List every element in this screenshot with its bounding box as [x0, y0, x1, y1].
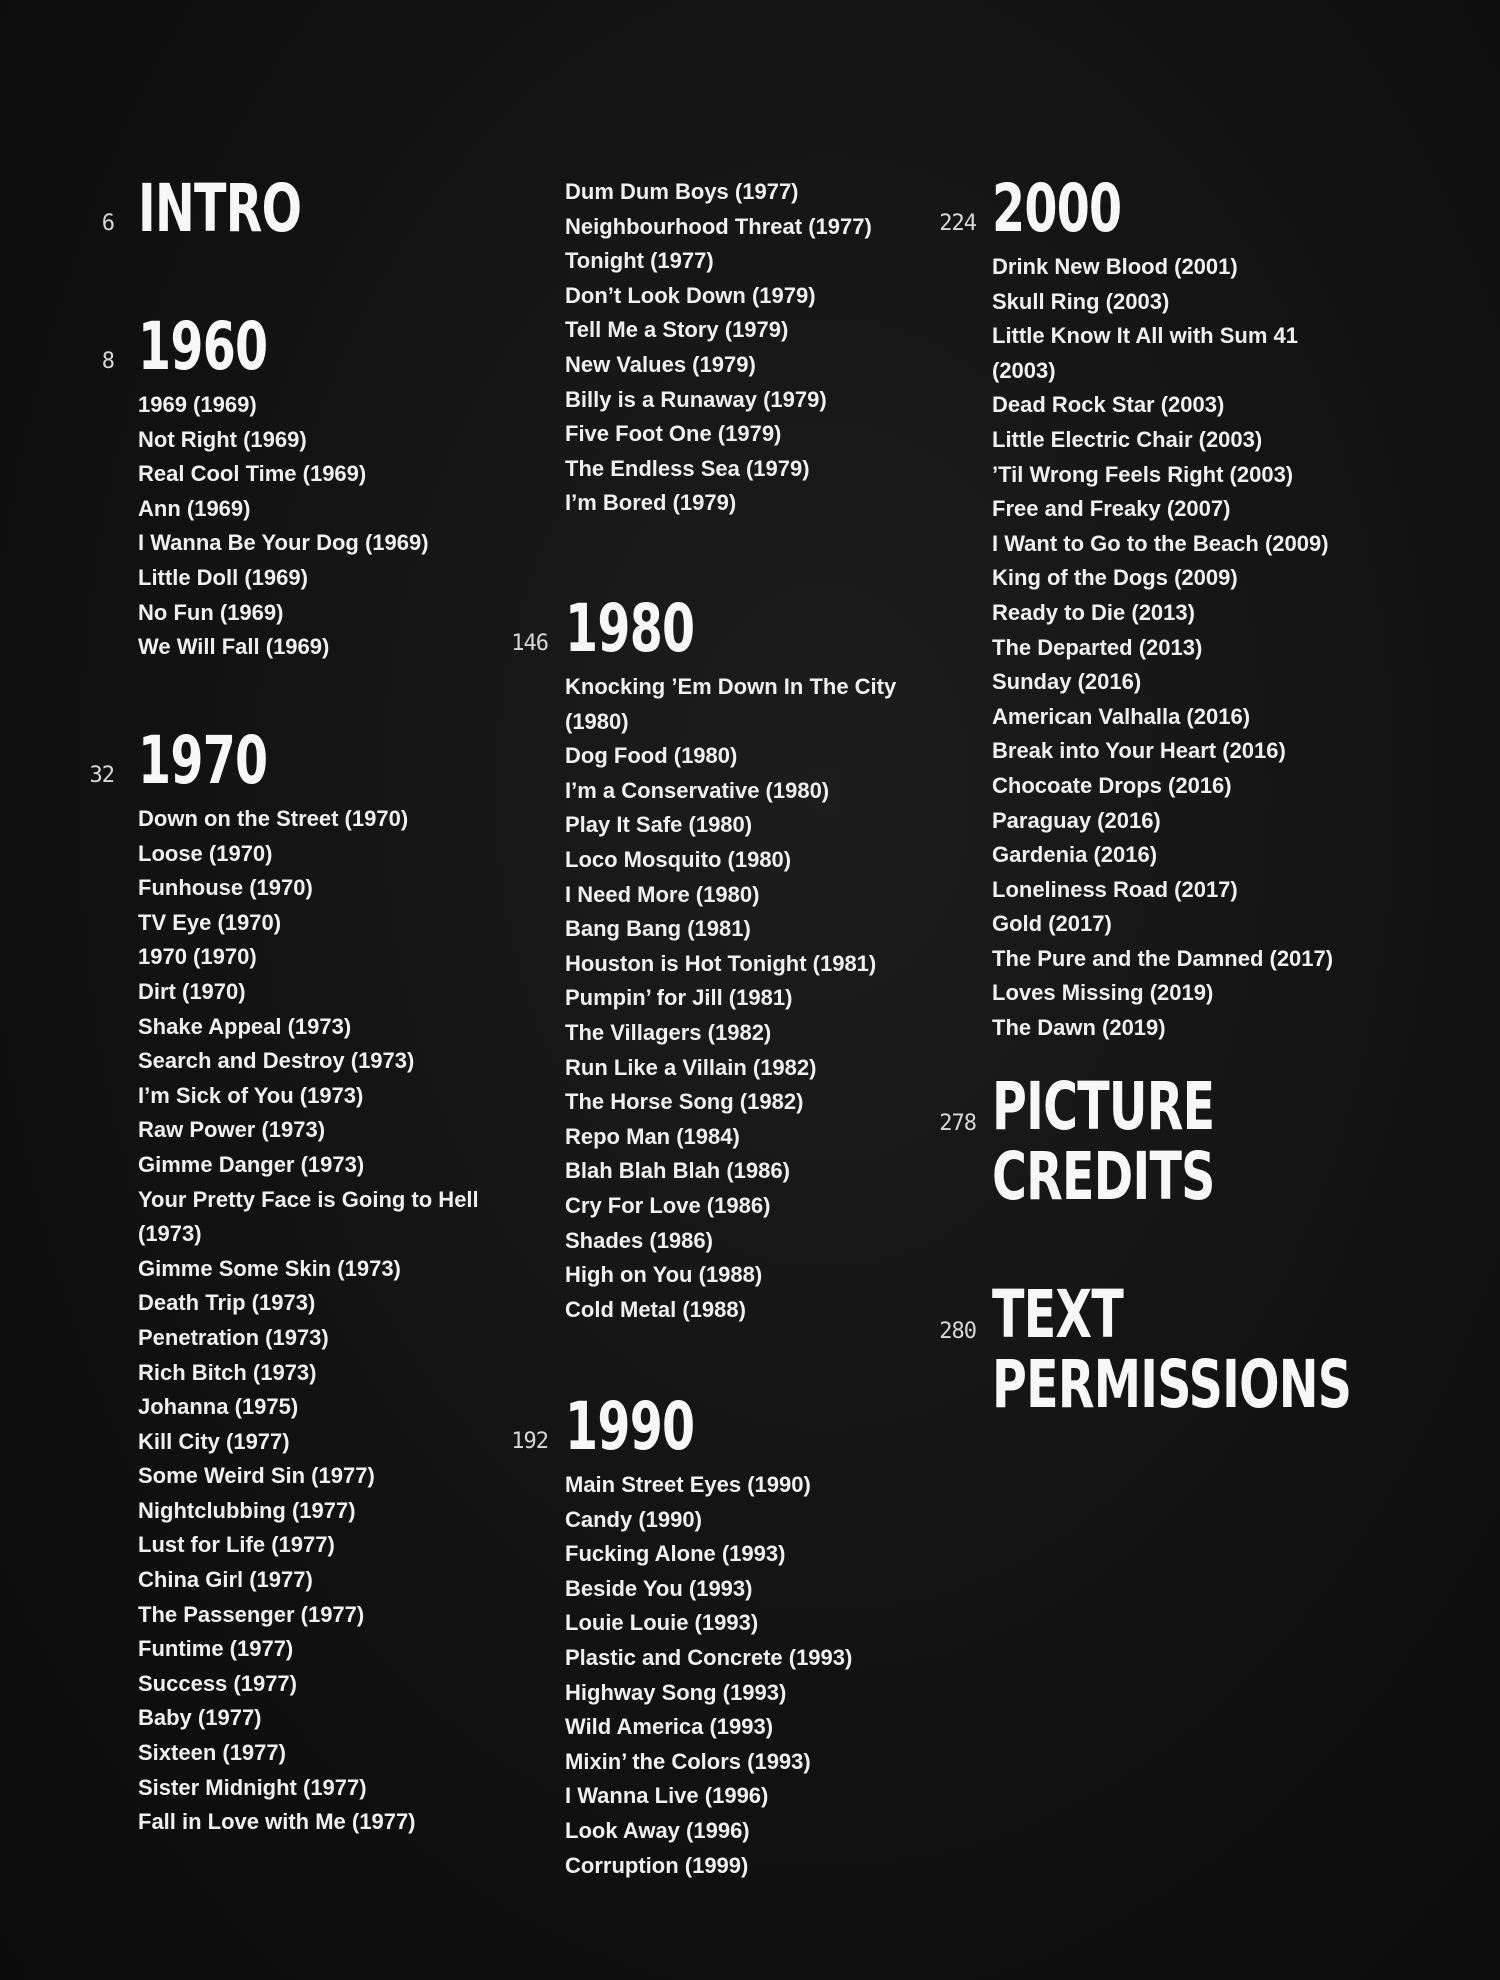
song-entry: The Dawn (2019) — [992, 1015, 1166, 1041]
song-entry: Blah Blah Blah (1986) — [565, 1158, 790, 1184]
song-entry: Don’t Look Down (1979) — [565, 282, 816, 308]
song-entry: Success (1977) — [138, 1670, 297, 1696]
song-list — [138, 802, 520, 1840]
song-entry: Search and Destroy (1973) — [138, 1048, 415, 1074]
song-entry: 1969 (1969) — [138, 392, 257, 417]
song-entry: I Need More (1980) — [565, 881, 760, 907]
song-entry: We Will Fall (1969) — [138, 634, 330, 660]
song-entry: Loco Mosquito (1980) — [565, 846, 792, 872]
song-entry: The Pure and the Damned (2017) — [992, 945, 1334, 971]
song-entry: The Departed (2013) — [992, 634, 1203, 660]
song-entry: Funtime (1977) — [138, 1636, 294, 1662]
song-entry: I’m Bored (1979) — [565, 490, 737, 516]
song-entry: Shake Appeal (1973) — [138, 1013, 352, 1039]
song-entry: Mixin’ the Colors (1993) — [565, 1748, 811, 1774]
song-entry: Wild America (1993) — [565, 1714, 774, 1740]
song-entry: Little Know It All with Sum 41 (2003) — [992, 323, 1298, 383]
song-entry: Loose (1970) — [138, 840, 273, 866]
song-entry: I’m Sick of You (1973) — [138, 1082, 364, 1108]
section-title: 2000 — [992, 170, 1122, 247]
song-entry: Sunday (2016) — [992, 669, 1142, 695]
song-entry: Gimme Danger (1973) — [138, 1151, 365, 1177]
song-entry: High on You (1988) — [565, 1262, 763, 1288]
page-number: 224 — [939, 211, 976, 236]
section-title: PICTURE CREDITS — [992, 1068, 1215, 1215]
song-entry: ’Til Wrong Feels Right (2003) — [992, 461, 1294, 487]
song-entry: Dog Food (1980) — [565, 743, 738, 769]
song-entry: Ready to Die (2013) — [992, 599, 1195, 625]
section-text-permissions — [920, 1276, 1480, 1423]
song-entry: Kill City (1977) — [138, 1428, 290, 1454]
song-entry: Penetration (1973) — [138, 1324, 329, 1350]
page-number: 192 — [511, 1429, 548, 1454]
song-entry: Your Pretty Face is Going to Hell (1973) — [138, 1186, 479, 1247]
song-entry: Run Like a Villain (1982) — [565, 1054, 817, 1080]
song-entry: Bang Bang (1981) — [565, 916, 751, 942]
song-entry: Cry For Love (1986) — [565, 1192, 771, 1218]
song-entry: The Endless Sea (1979) — [565, 455, 810, 481]
page-number: 146 — [511, 631, 548, 656]
section-title: 1960 — [138, 308, 268, 385]
song-entry: Highway Song (1993) — [565, 1679, 787, 1705]
song-entry: Not Right (1969) — [138, 426, 307, 452]
section-1980 — [500, 588, 950, 1327]
song-entry: Beside You (1993) — [565, 1575, 753, 1601]
song-entry: TV Eye (1970) — [138, 909, 282, 935]
song-entry: 1970 (1970) — [138, 944, 257, 970]
song-entry: Candy (1990) — [565, 1506, 702, 1532]
song-entry: Pumpin’ for Jill (1981) — [565, 985, 793, 1011]
song-entry: Shades (1986) — [565, 1227, 713, 1253]
song-entry: Baby (1977) — [138, 1705, 262, 1731]
section-title: 1980 — [565, 590, 695, 667]
song-entry: I Want to Go to the Beach (2009) — [992, 530, 1329, 556]
song-entry: Funhouse (1970) — [138, 875, 313, 901]
song-entry: Loves Missing (2019) — [992, 980, 1214, 1006]
song-entry: Neighbourhood Threat (1977) — [565, 213, 872, 239]
song-entry: Gardenia (2016) — [992, 842, 1158, 868]
song-entry: Main Street Eyes (1990) — [565, 1472, 811, 1497]
song-entry: Gold (2017) — [992, 911, 1112, 937]
page-number: 6 — [101, 211, 114, 236]
song-entry: Loneliness Road (2017) — [992, 876, 1238, 902]
song-entry: The Villagers (1982) — [565, 1019, 772, 1045]
song-entry: Dum Dum Boys (1977) — [565, 179, 799, 204]
section-title: 1970 — [138, 722, 268, 799]
song-entry: Little Electric Chair (2003) — [992, 426, 1263, 452]
song-entry: Fall in Love with Me (1977) — [138, 1809, 416, 1835]
song-entry: Johanna (1975) — [138, 1394, 299, 1420]
song-entry: Cold Metal (1988) — [565, 1296, 746, 1322]
song-entry: Houston is Hot Tonight (1981) — [565, 950, 877, 976]
section-1990 — [500, 1386, 950, 1883]
song-entry: Ann (1969) — [138, 495, 251, 521]
song-entry: Billy is a Runaway (1979) — [565, 386, 827, 412]
song-entry: Drink New Blood (2001) — [992, 254, 1238, 279]
song-entry: Tonight (1977) — [565, 248, 714, 274]
song-entry: I Wanna Be Your Dog (1969) — [138, 530, 429, 556]
section-title: INTRO — [138, 170, 302, 247]
song-list — [565, 670, 950, 1327]
song-entry: King of the Dogs (2009) — [992, 565, 1238, 591]
song-entry: Corruption (1999) — [565, 1852, 749, 1878]
song-entry: Knocking ’Em Down In The City (1980) — [565, 674, 897, 734]
song-entry: Some Weird Sin (1977) — [138, 1463, 375, 1489]
page-number: 8 — [101, 349, 114, 374]
song-entry: Raw Power (1973) — [138, 1117, 326, 1143]
song-entry: Break into Your Heart (2016) — [992, 738, 1286, 764]
page-number: 278 — [939, 1111, 976, 1136]
song-entry: Death Trip (1973) — [138, 1290, 316, 1316]
section-title: 1990 — [565, 1388, 695, 1465]
song-entry: Sister Midnight (1977) — [138, 1774, 367, 1800]
song-list — [565, 175, 950, 521]
song-entry: Nightclubbing (1977) — [138, 1497, 356, 1523]
song-entry: I Wanna Live (1996) — [565, 1783, 769, 1809]
song-entry: Louie Louie (1993) — [565, 1610, 759, 1636]
song-entry: Chocoate Drops (2016) — [992, 772, 1232, 798]
song-entry: Real Cool Time (1969) — [138, 461, 367, 487]
song-entry: Play It Safe (1980) — [565, 812, 753, 838]
song-entry: Free and Freaky (2007) — [992, 496, 1231, 522]
song-entry: Skull Ring (2003) — [992, 288, 1170, 314]
section-1970-continued — [500, 175, 950, 521]
song-list — [138, 388, 520, 665]
song-entry: American Valhalla (2016) — [992, 703, 1251, 729]
section-1960 — [0, 306, 520, 665]
song-entry: Repo Man (1984) — [565, 1123, 740, 1149]
song-entry: New Values (1979) — [565, 351, 756, 377]
song-entry: The Passenger (1977) — [138, 1601, 365, 1627]
song-entry: The Horse Song (1982) — [565, 1089, 804, 1115]
section-1970 — [0, 720, 520, 1840]
page-number: 280 — [939, 1319, 976, 1344]
section-intro — [0, 168, 520, 247]
song-entry: Rich Bitch (1973) — [138, 1359, 317, 1385]
song-entry: Tell Me a Story (1979) — [565, 317, 789, 343]
song-entry: I’m a Conservative (1980) — [565, 777, 830, 803]
song-entry: Five Foot One (1979) — [565, 421, 782, 447]
song-entry: No Fun (1969) — [138, 599, 284, 625]
page-number: 32 — [89, 763, 114, 788]
song-entry: Dead Rock Star (2003) — [992, 392, 1225, 418]
section-2000 — [920, 168, 1480, 1046]
song-entry: Down on the Street (1970) — [138, 806, 409, 831]
song-entry: China Girl (1977) — [138, 1567, 313, 1593]
song-entry: Fucking Alone (1993) — [565, 1541, 786, 1567]
song-entry: Gimme Some Skin (1973) — [138, 1255, 401, 1281]
section-title: TEXT PERMISSIONS — [992, 1276, 1352, 1423]
song-entry: Look Away (1996) — [565, 1817, 750, 1843]
song-entry: Plastic and Concrete (1993) — [565, 1644, 853, 1670]
song-entry: Dirt (1970) — [138, 978, 246, 1004]
song-list — [565, 1468, 950, 1883]
song-entry: Lust for Life (1977) — [138, 1532, 335, 1558]
section-picture-credits — [920, 1068, 1480, 1215]
song-list — [992, 250, 1480, 1046]
song-entry: Paraguay (2016) — [992, 807, 1161, 833]
song-entry: Little Doll (1969) — [138, 564, 308, 590]
song-entry: Sixteen (1977) — [138, 1740, 286, 1766]
